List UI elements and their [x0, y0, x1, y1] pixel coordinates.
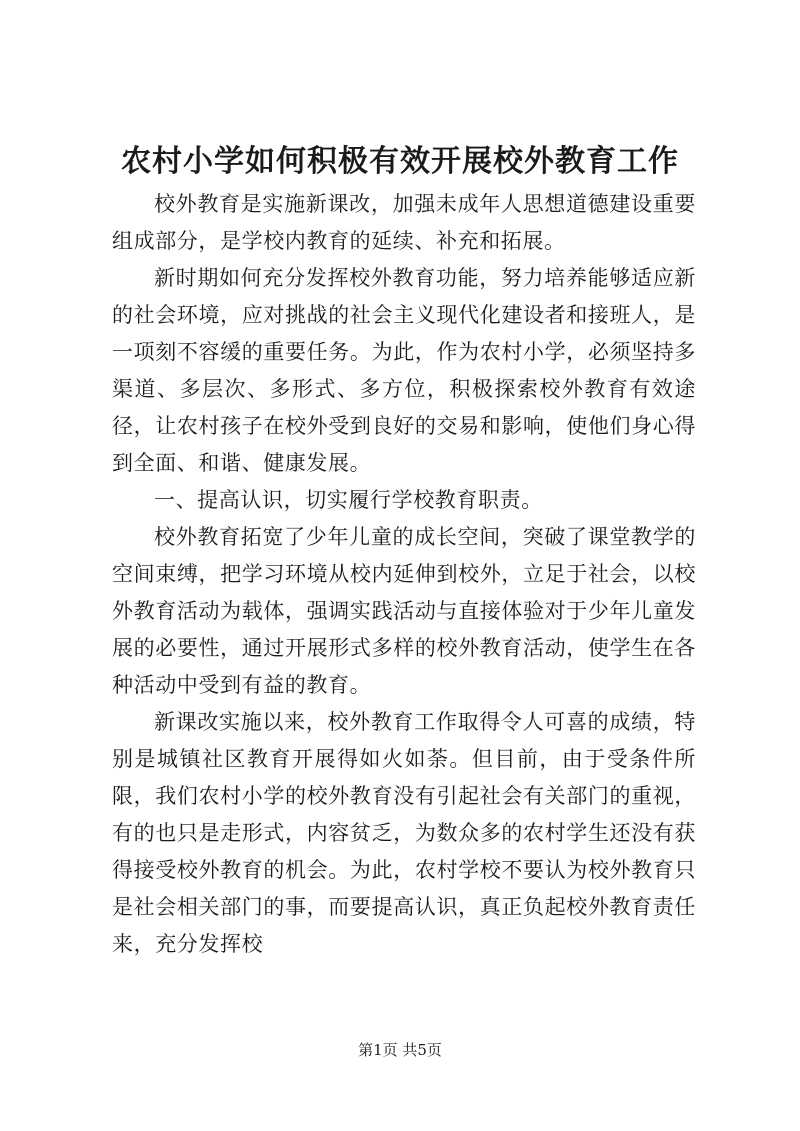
- paragraph-intro: 校外教育是实施新课改，加强未成年人思想道德建设重要组成部分，是学校内教育的延续、补充和拓展。: [112, 192, 696, 253]
- page-number-footer: 第1页 共5页: [358, 1041, 442, 1059]
- section-heading-1: 一、提高认识，切实履行学校教育职责。: [154, 488, 543, 512]
- paragraph-status: 新课改实施以来，校外教育工作取得令人可喜的成绩，特别是城镇社区教育开展得如火如荼。但目前，由于受条件所限，我们农村小学的校外教育没有引起社会有关部门的重视，有的也只是走形式，内容贫乏，为数众多的农村学生还没有获得接受校外教育的机会。为此，农村学校不要认为校外教育只是社会相关部门的事，而要提高认识，真正负起校外教育责任来，充分发挥校: [112, 710, 696, 956]
- paragraph-scope: 校外教育拓宽了少年儿童的成长空间，突破了课堂教学的空间束缚，把学习环境从校内延伸到校外，立足于社会，以校外教育活动为载体，强调实践活动与直接体验对于少年儿童发展的必要性，通过开展形式多样的校外教育活动，使学生在各种活动中受到有益的教育。: [112, 525, 696, 697]
- document-body: [112, 186, 696, 963]
- paragraph-task: 新时期如何充分发挥校外教育功能，努力培养能够适应新的社会环境，应对挑战的社会主义现代化建设者和接班人，是一项刻不容缓的重要任务。为此，作为农村小学，必须坚持多渠道、多层次、多形式、多方位，积极探索校外教育有效途径，让农村孩子在校外受到良好的交易和影响，使他们身心得到全面、和谐、健康发展。: [112, 266, 696, 475]
- document-title: 农村小学如何积极有效开展校外教育工作: [121, 144, 679, 179]
